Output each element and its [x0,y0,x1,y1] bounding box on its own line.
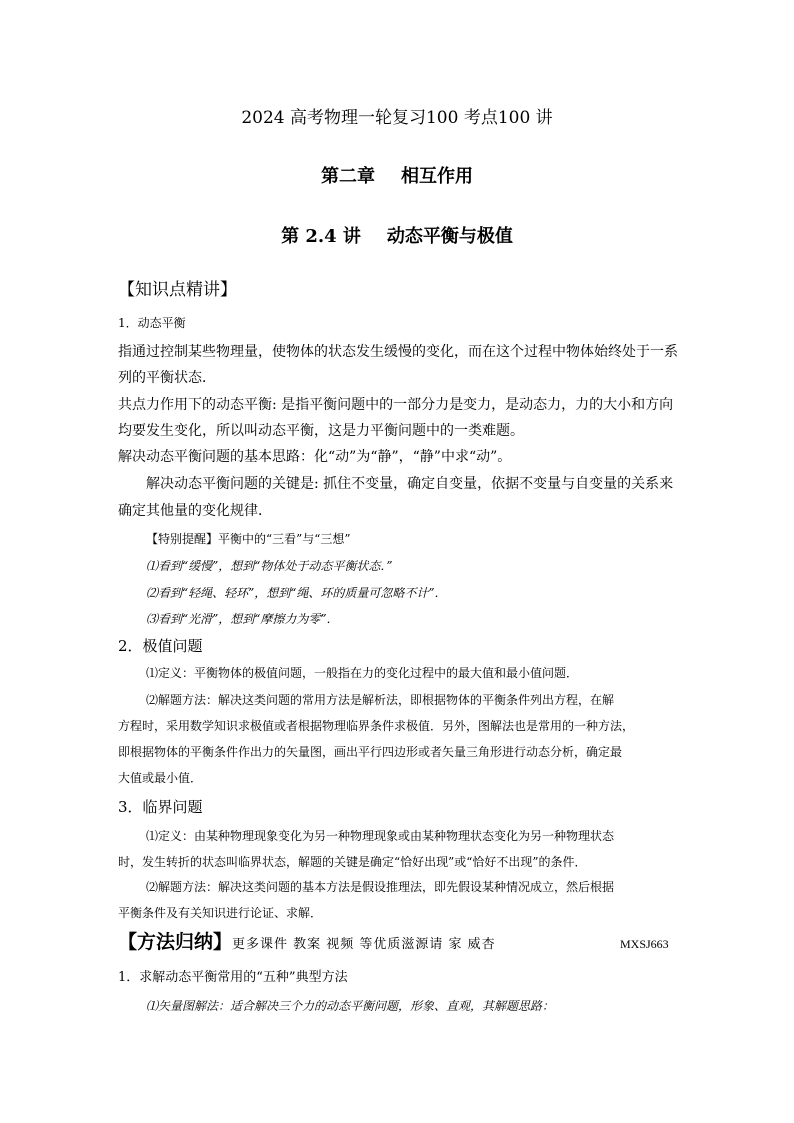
special-tip-item-3: ⑶看到“光滑”，想到“摩擦力为零”． [146,612,339,626]
method-header: 【方法归纳】 [118,931,233,953]
s2-method-line-1: ⑵解题方法：解决这类问题的常用方法是解析法，即根据物体的平衡条件列出方程，在解 [146,693,615,707]
chapter-heading [0,167,794,187]
section-1-title: 1．动态平衡 [118,316,186,330]
lecture-heading [0,227,794,247]
s1-paragraph-1-line-1: 指通过控制某些物理量，使物体的状态发生缓慢的变化，而在这个过程中物体始终处于一系 [118,344,678,360]
document-title: 2024 高考物理一轮复习100 考点100 讲 [241,108,553,128]
s1-paragraph-3: 解决动态平衡问题的基本思路：化“动”为“静”，“静”中求“动”。 [118,449,512,465]
promo-code: MXSJ663 [620,937,669,951]
s1-paragraph-2-line-2: 均要发生变化，所以叫动态平衡，这是力平衡问题中的一类难题。 [118,423,524,439]
s1-paragraph-4-line-1: 解决动态平衡问题的关键是: 抓住不变量，确定自变量，依据不变量与自变量的关系来 [146,476,674,492]
s2-definition: ⑴定义：平衡物体的极值问题，一般指在力的变化过程中的最大值和最小值问题． [146,666,579,680]
section-2-title: 2．极值问题 [118,637,203,655]
s3-method-line-1: ⑵解题方法：解决这类问题的基本方法是假设推理法，即先假设某种情况成立，然后根据 [146,880,615,894]
chapter-name: 相互作用 [401,166,473,187]
special-tip-item-2: ⑵看到“轻绳、轻环”，想到“绳、环的质量可忽略不计”． [146,586,447,600]
section-3-title: 3．临界问题 [118,798,203,816]
method-header-row [118,932,496,955]
s1-paragraph-2-line-1: 共点力作用下的动态平衡: 是指平衡问题中的一部分力是变力，是动态力，力的大小和方向 [118,397,674,413]
s2-method-line-3: 即根据物体的平衡条件作出力的矢量图，画出平行四边形或者矢量三角形进行动态分析，确定最 [118,745,623,759]
chapter-number: 第二章 [321,166,375,187]
s1-paragraph-4-line-2: 确定其他量的变化规律． [118,503,272,519]
promo-text: 更多课件 教案 视频 等优质滋源请 家 威杏 [232,937,496,952]
s3-definition-line-1: ⑴定义：由某种物理现象变化为另一种物理现象或由某种物理状态变化为另一种物理状态 [146,829,615,843]
special-tip-title: 【特别提醒】平衡中的“三看”与“三想” [146,532,351,546]
s3-definition-line-2: 时，发生转折的状态叫临界状态，解题的关键是确定“恰好出现”或“恰好不出现”的条件． [118,855,587,869]
s2-method-line-4: 大值或最小值． [118,771,203,785]
s1-paragraph-1-line-2: 列的平衡状态． [118,370,216,386]
method-1-item-1: ⑴矢量图解法：适合解决三个力的动态平衡问题，形象、直观，其解题思路： [146,999,555,1013]
lecture-name: 动态平衡与极值 [386,226,513,247]
s3-method-line-2: 平衡条件及有关知识进行论证、求解． [118,906,323,920]
lecture-number: 第 2.4 讲 [281,226,361,247]
s2-method-line-2: 方程时，采用数学知识求极值或者根据物理临界条件求极值．另外，图解法也是常用的一种方法， [118,719,635,733]
method-1-title: 1．求解动态平衡常用的“五种”典型方法 [118,970,348,985]
special-tip-item-1: ⑴看到“缓慢”，想到“物体处于动态平衡状态．” [146,559,393,573]
knowledge-header: 【知识点精讲】 [118,280,237,300]
